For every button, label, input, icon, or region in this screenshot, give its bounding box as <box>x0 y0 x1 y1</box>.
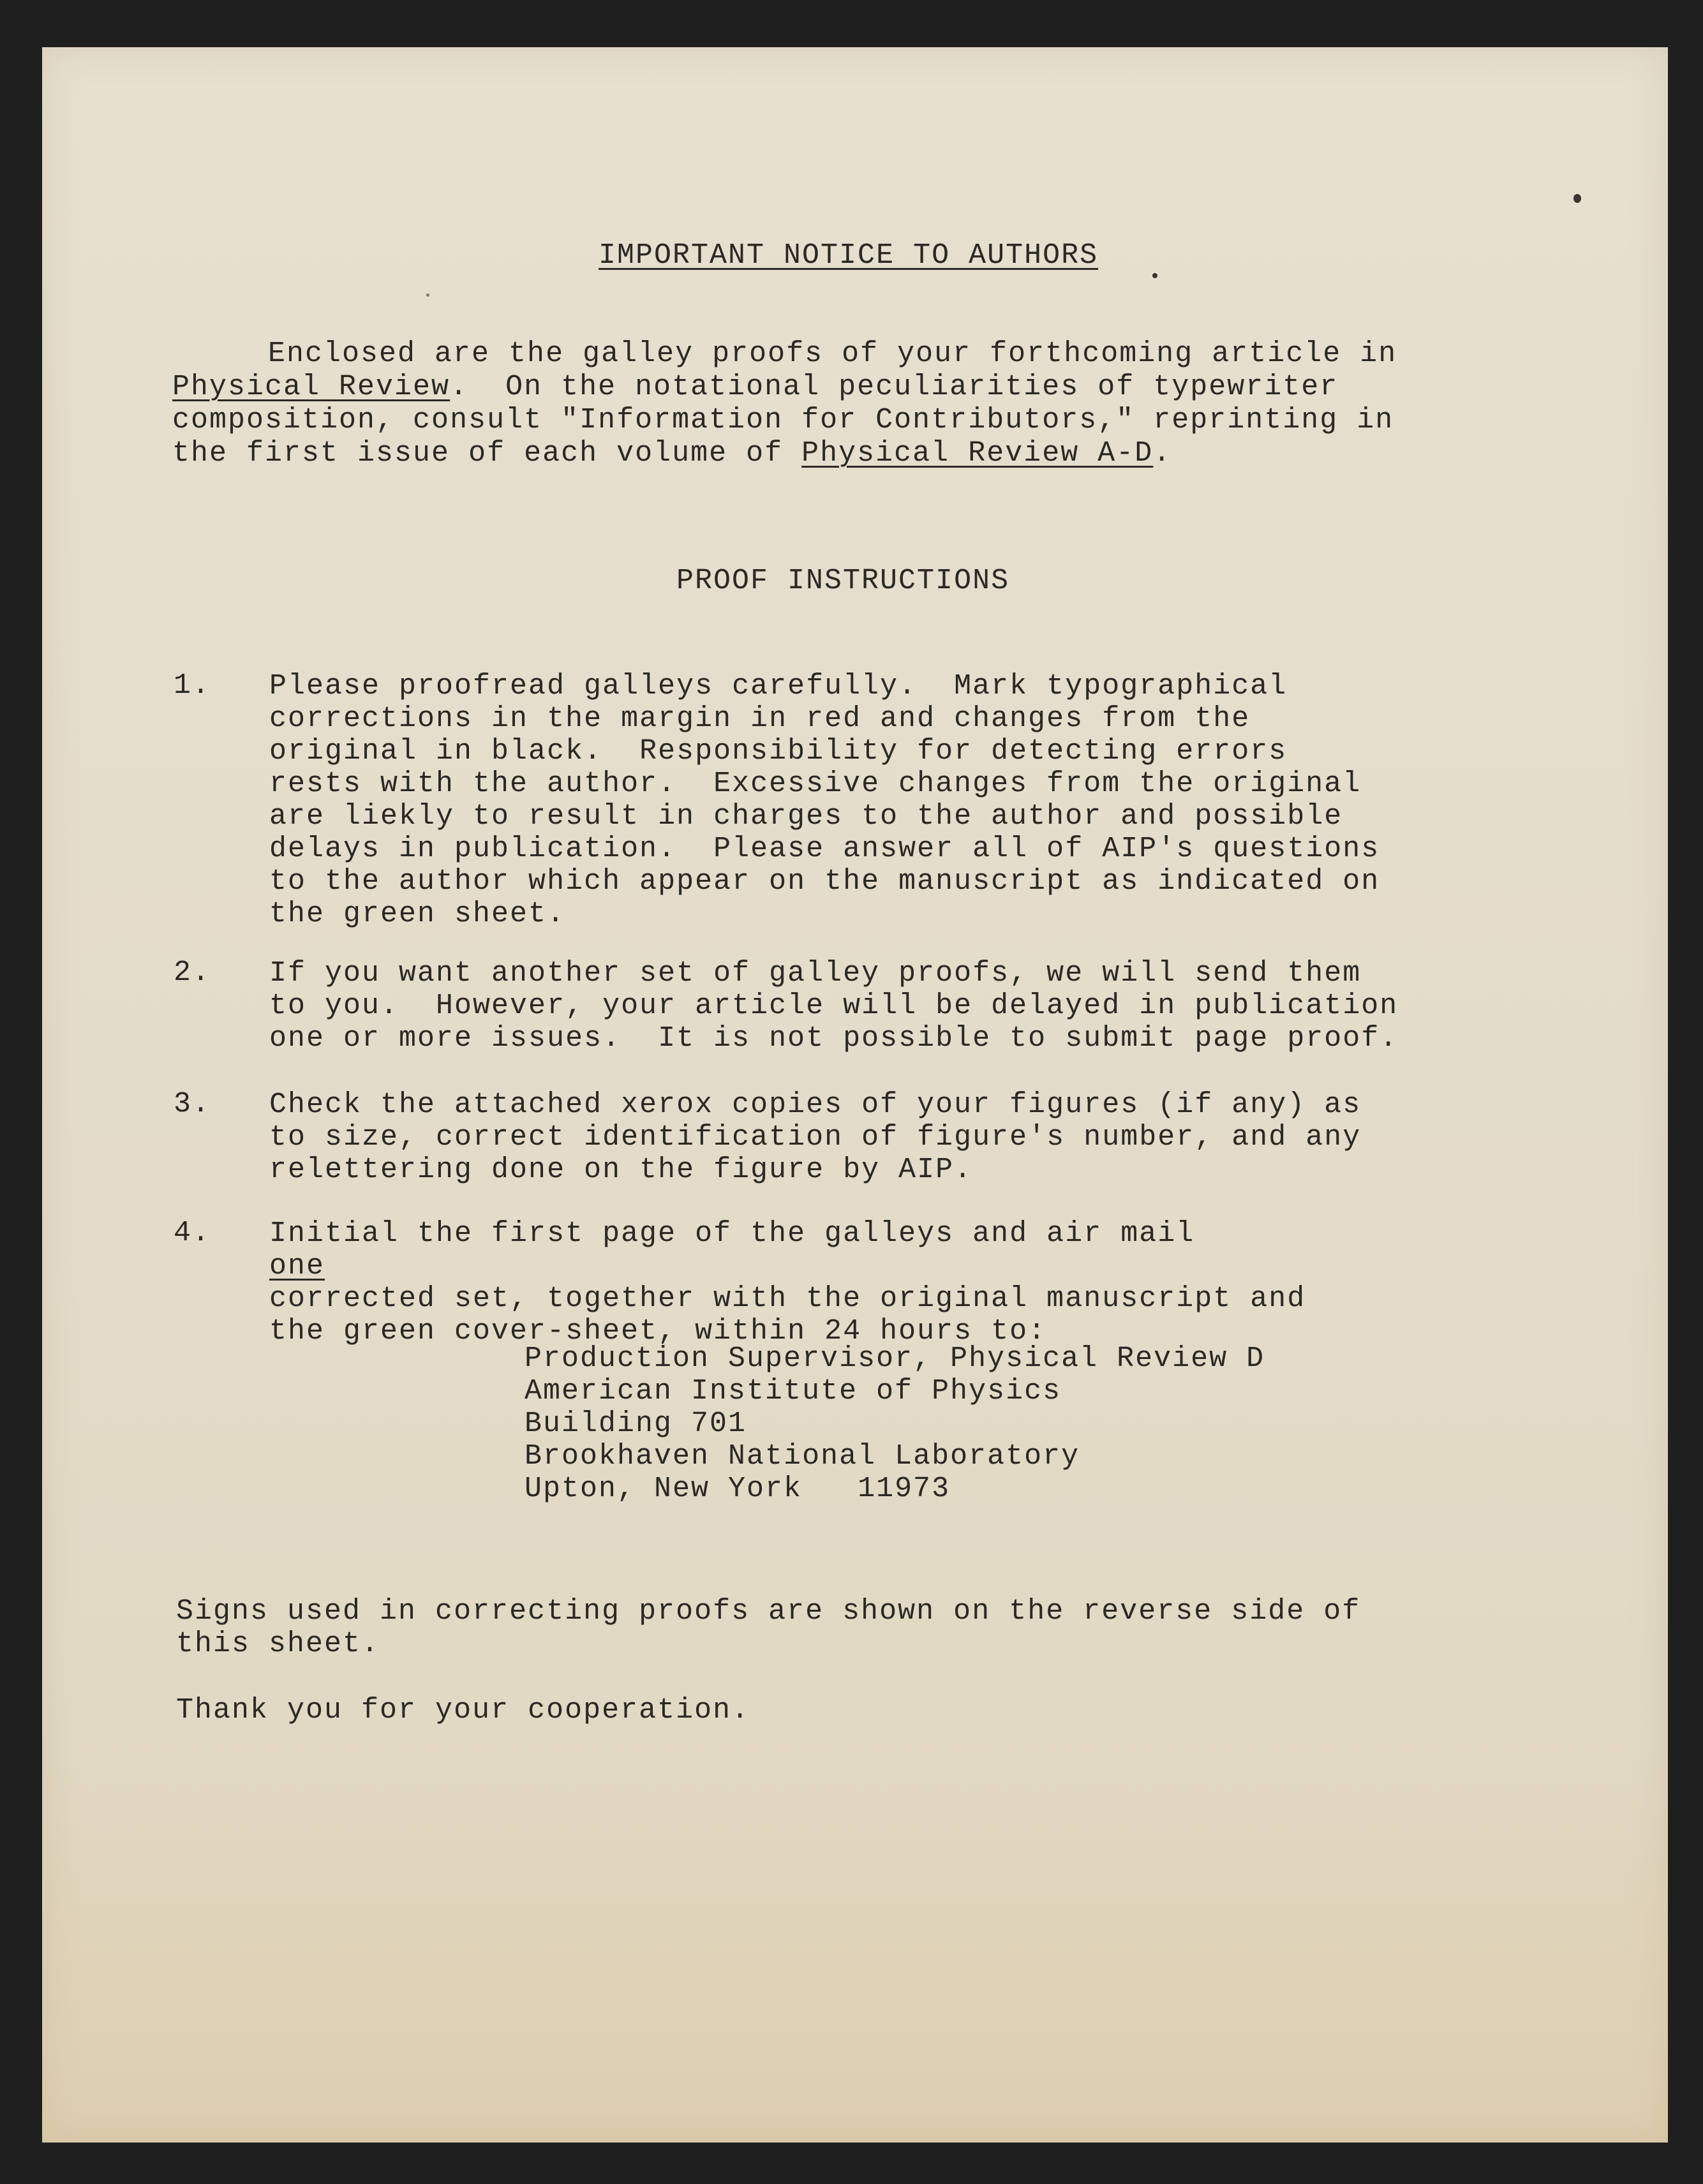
instruction-line: If you want another set of galley proofs, we will send them <box>269 957 1362 990</box>
signs-note <box>176 1595 1360 1660</box>
intro-line-4-start: the first issue of each volume of <box>172 437 802 470</box>
instruction-line: corrected set, together with the original manuscript and <box>269 1282 1306 1315</box>
instruction-line: Please proofread galleys carefully. Mark typographical <box>269 670 1288 702</box>
section-heading: PROOF INSTRUCTIONS <box>676 565 1010 597</box>
journal-series-underlined: Physical Review A-D <box>801 437 1154 470</box>
paper-speck <box>1573 194 1581 203</box>
instruction-number: 4. <box>174 1217 211 1249</box>
instruction-line: original in black. Responsibility for detecting errors <box>269 735 1288 768</box>
intro-line-4 <box>172 438 1171 470</box>
instruction-line: to the author which appear on the manuscript as indicated on <box>269 865 1380 898</box>
emphasis-one-underlined: one <box>269 1250 325 1282</box>
instruction-line: Check the attached xerox copies of your figures (if any) as <box>269 1088 1362 1121</box>
instruction-4-line-1-start: Initial the first page of the galleys and air mail <box>269 1217 1214 1250</box>
instruction-line: the green sheet. <box>269 898 566 930</box>
instruction-line: to you. However, your article will be delayed in publication <box>269 990 1399 1022</box>
instruction-4-text <box>269 1217 1305 1348</box>
address-line: Building 701 <box>524 1408 747 1440</box>
mailing-address <box>524 1342 1265 1505</box>
instruction-line: to size, correct identification of figure's number, and any <box>269 1121 1362 1154</box>
instruction-line: corrections in the margin in red and changes from the <box>269 702 1251 735</box>
journal-name-underlined: Physical Review <box>172 371 450 403</box>
instruction-3-text <box>269 1088 1361 1186</box>
instruction-2-text <box>269 957 1398 1055</box>
instruction-line: delays in publication. Please answer all of AIP's questions <box>269 833 1380 865</box>
instruction-line: the green cover-sheet, within 24 hours to: <box>269 1315 1047 1348</box>
instruction-number: 3. <box>174 1088 211 1120</box>
document-title: IMPORTANT NOTICE TO AUTHORS <box>599 239 1099 272</box>
intro-line-1: Enclosed are the galley proofs of your forthcoming article in <box>268 338 1397 370</box>
signs-note-line: Signs used in correcting proofs are shown on the reverse side of <box>176 1595 1361 1628</box>
address-line: Brookhaven National Laboratory <box>524 1440 1080 1473</box>
address-line: Production Supervisor, Physical Review D <box>524 1342 1265 1375</box>
document-page <box>42 47 1668 2143</box>
intro-line-3: composition, consult "Information for Contributors," reprinting in <box>172 404 1394 436</box>
intro-line-4-end: . <box>1153 437 1172 470</box>
instruction-number: 2. <box>174 956 211 989</box>
intro-line-2 <box>172 371 1338 403</box>
paper-speck <box>426 293 429 297</box>
instruction-line: rests with the author. Excessive changes from the original <box>269 768 1362 800</box>
address-line: Upton, New York 11973 <box>524 1473 951 1505</box>
instruction-line: one or more issues. It is not possible to submit page proof. <box>269 1022 1399 1055</box>
instruction-number: 1. <box>174 669 211 702</box>
closing-line: Thank you for your cooperation. <box>176 1694 750 1727</box>
instruction-line: are liekly to result in charges to the author and possible <box>269 800 1343 833</box>
instruction-line: relettering done on the figure by AIP. <box>269 1154 973 1186</box>
paper-speck <box>1152 273 1157 278</box>
address-line: American Institute of Physics <box>524 1375 1062 1408</box>
instruction-line <box>269 1217 1305 1282</box>
signs-note-line: this sheet. <box>176 1628 380 1660</box>
intro-line-2-rest: . On the notational peculiarities of typewriter <box>450 371 1339 403</box>
instruction-1-text <box>269 670 1380 930</box>
